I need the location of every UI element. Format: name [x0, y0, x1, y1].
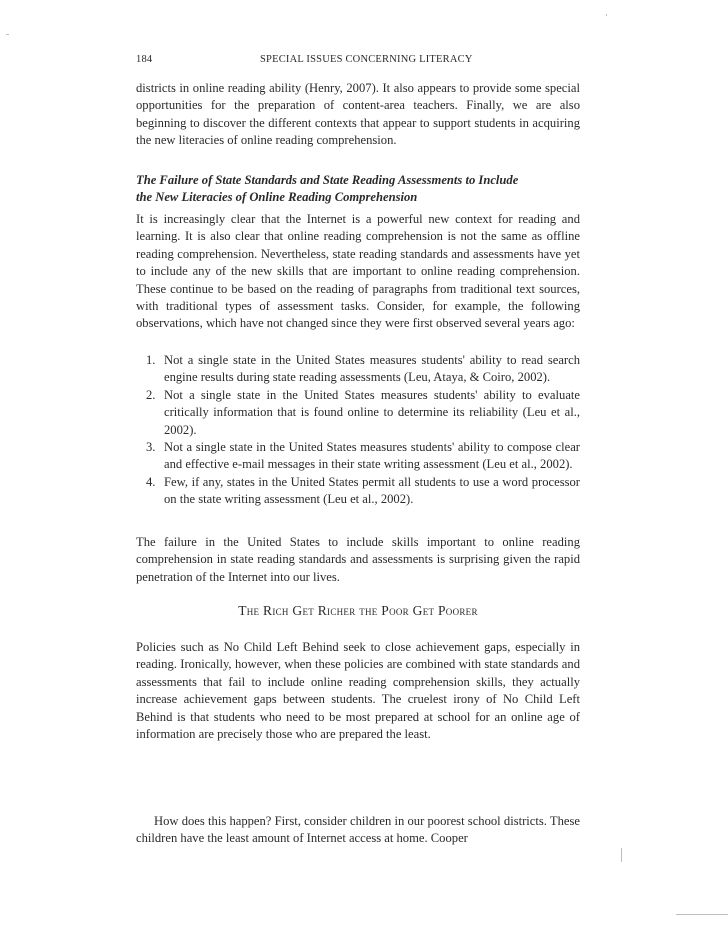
paragraph-text: districts in online reading ability (Henry, 2007). It also appears to provide some special opportunities for the preparation of content-area teachers. Finally, we are also beginning to discover the different contexts that appear to support students in acquiring the new literacies of online reading comprehension.: [136, 81, 580, 148]
paragraph-failure: [136, 534, 580, 586]
list-item: [136, 474, 580, 509]
scan-mark-right: [621, 848, 622, 862]
list-item-text: Not a single state in the United States measures students' ability to compose clear and effective e-mail messages in their state writing assessment (Leu et al., 2002).: [164, 440, 580, 472]
paragraph-text: How does this happen? First, consider children in our poorest school districts. These children have the least amount of Internet access at home. Cooper: [136, 814, 580, 846]
paragraph-policies: [136, 639, 580, 743]
paragraph-text: It is increasingly clear that the Internet is a powerful new context for reading and learning. It is also clear that online reading comprehension is not the same as offline reading comprehension. Nevertheless, state reading standards and assessments have yet to include any of the new skills that are important to online reading comprehension. These continue to be based on the reading of paragraphs from traditional text sources, with traditional types of assessment tasks. Consider, for example, the following observations, which have not changed since they were first observed several years ago:: [136, 212, 580, 331]
paragraph-text: The failure in the United States to include skills important to online reading comprehension in state reading standards and assessments is surprising given the rapid penetration of the Internet into our lives.: [136, 535, 580, 584]
paragraph-how-does: [136, 813, 580, 848]
list-item-number: 1.: [146, 353, 156, 367]
subheading-line-1: The Failure of State Standards and State Reading Assessments to Include: [136, 173, 519, 187]
list-item-number: 3.: [146, 440, 156, 455]
scan-mark-bottom-right: [676, 914, 728, 915]
section-heading: The Rich Get Richer the Poor Get Poorer: [238, 603, 478, 618]
list-item-text: Not a single state in the United States measures students' ability to evaluate critically information that is found online to determine its reliability (Leu et al., 2002).: [164, 387, 580, 437]
list-item-number: 2.: [146, 387, 156, 402]
scan-mark-top-right: [606, 14, 607, 16]
paragraph-context: [136, 211, 580, 333]
running-header: [136, 54, 586, 70]
list-item-number: 4.: [146, 474, 156, 489]
paragraph-text: Policies such as No Child Left Behind seek to close achievement gaps, especially in reading. Ironically, however, when these policies are combined with state standards and assessments that fail to include online reading comprehension skills, they actually increase achievement gaps between students. The cruelest irony of No Child Left Behind is that students who need to be most prepared at school for an online age of information are precisely those who are prepared the least.: [136, 640, 580, 742]
list-item-text: Not a single state in the United States measures students' ability to read search engine results during state reading assessments (Leu, Ataya, & Coiro, 2002).: [164, 353, 580, 385]
subheading: [136, 172, 580, 206]
page-number: 184: [136, 54, 153, 65]
observations-list: [136, 352, 580, 509]
scan-mark-top-left: [6, 34, 9, 35]
list-item: [136, 352, 580, 387]
list-item: [136, 387, 580, 439]
paragraph-intro: [136, 80, 580, 150]
list-item: [136, 439, 580, 474]
subheading-line-2: the New Literacies of Online Reading Comprehension: [136, 190, 418, 204]
list-item-text: Few, if any, states in the United States permit all students to use a word processor on the state writing assessment (Leu et al., 2002).: [164, 474, 580, 507]
running-title: SPECIAL ISSUES CONCERNING LITERACY: [260, 54, 473, 65]
